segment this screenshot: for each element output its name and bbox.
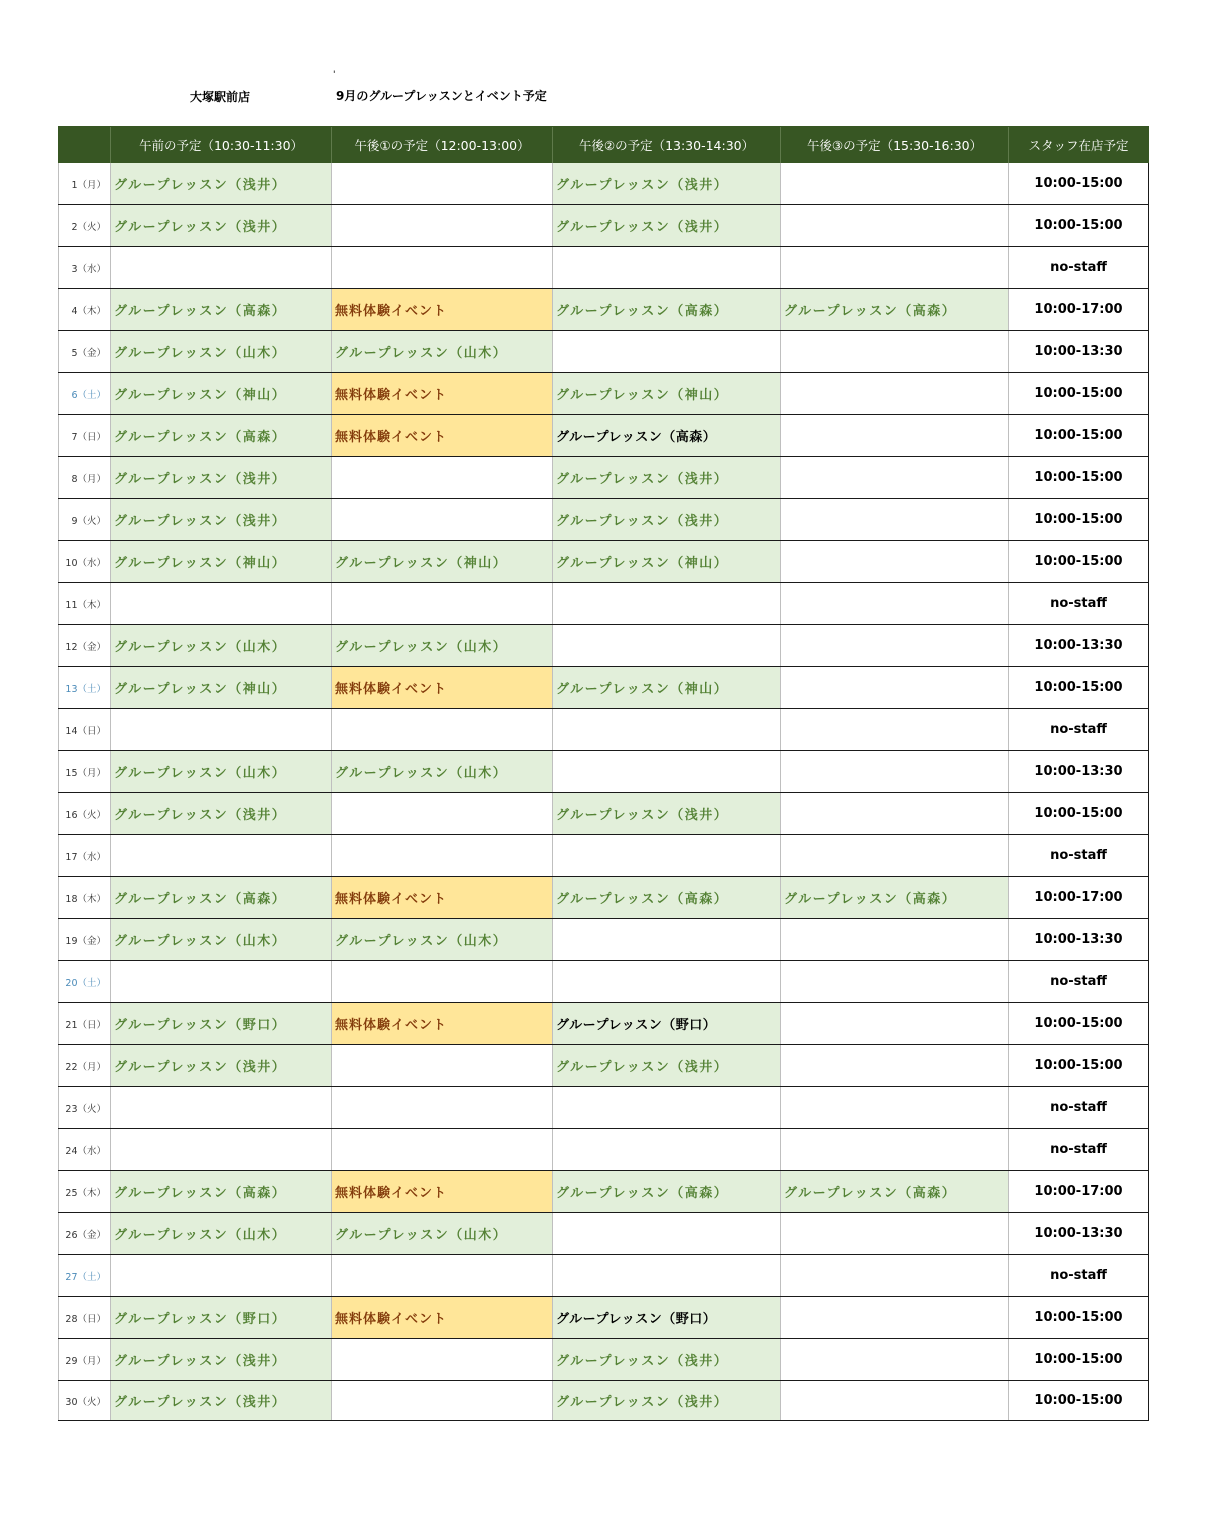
slot-afternoon-1 [332, 1087, 553, 1129]
slot-afternoon-2: グループレッスン（浅井） [553, 1381, 781, 1421]
slot-afternoon-1: グループレッスン（山木） [332, 331, 553, 373]
slot-afternoon-3 [781, 835, 1009, 877]
day-label: 26（金） [59, 1213, 111, 1255]
staff-hours: 10:00-15:00 [1009, 373, 1149, 415]
day-label: 28（日） [59, 1297, 111, 1339]
staff-hours: 10:00-15:00 [1009, 667, 1149, 709]
slot-morning: グループレッスン（浅井） [111, 205, 332, 247]
slot-afternoon-1 [332, 1381, 553, 1421]
day-label: 18（木） [59, 877, 111, 919]
slot-afternoon-1: グループレッスン（山木） [332, 1213, 553, 1255]
table-row [59, 373, 1149, 415]
table-row [59, 247, 1149, 289]
slot-afternoon-1 [332, 163, 553, 205]
staff-hours: no-staff [1009, 835, 1149, 877]
slot-afternoon-2: グループレッスン（浅井） [553, 1339, 781, 1381]
slot-morning [111, 709, 332, 751]
staff-hours: 10:00-17:00 [1009, 1171, 1149, 1213]
slot-morning [111, 1129, 332, 1171]
slot-afternoon-1: グループレッスン（山木） [332, 919, 553, 961]
slot-afternoon-2 [553, 709, 781, 751]
staff-hours: 10:00-15:00 [1009, 163, 1149, 205]
day-label: 15（月） [59, 751, 111, 793]
slot-afternoon-2 [553, 331, 781, 373]
staff-hours: no-staff [1009, 1255, 1149, 1297]
table-row [59, 163, 1149, 205]
slot-afternoon-3: グループレッスン（高森） [781, 289, 1009, 331]
staff-hours: 10:00-15:00 [1009, 205, 1149, 247]
header-day [59, 127, 111, 164]
slot-morning [111, 835, 332, 877]
slot-afternoon-1 [332, 205, 553, 247]
slot-afternoon-1: 無料体験イベント [332, 1297, 553, 1339]
table-row [59, 1339, 1149, 1381]
slot-afternoon-1 [332, 709, 553, 751]
staff-hours: no-staff [1009, 583, 1149, 625]
day-label: 12（金） [59, 625, 111, 667]
slot-afternoon-3: グループレッスン（高森） [781, 877, 1009, 919]
slot-morning: グループレッスン（神山） [111, 373, 332, 415]
day-label: 27（土） [59, 1255, 111, 1297]
staff-hours: no-staff [1009, 1087, 1149, 1129]
day-label: 29（月） [59, 1339, 111, 1381]
slot-afternoon-1: グループレッスン（神山） [332, 541, 553, 583]
slot-afternoon-2 [553, 1213, 781, 1255]
table-row [59, 457, 1149, 499]
slot-afternoon-3 [781, 1255, 1009, 1297]
slot-morning: グループレッスン（野口） [111, 1003, 332, 1045]
slot-afternoon-3 [781, 1045, 1009, 1087]
day-label: 20（土） [59, 961, 111, 1003]
slot-afternoon-2: グループレッスン（野口） [553, 1297, 781, 1339]
slot-afternoon-2 [553, 751, 781, 793]
day-label: 24（水） [59, 1129, 111, 1171]
slot-afternoon-3 [781, 1339, 1009, 1381]
table-row [59, 1297, 1149, 1339]
header-afternoon-2: 午後②の予定（13:30-14:30） [553, 127, 781, 164]
day-label: 6（土） [59, 373, 111, 415]
slot-afternoon-1: 無料体験イベント [332, 1003, 553, 1045]
slot-morning [111, 247, 332, 289]
slot-afternoon-2 [553, 1129, 781, 1171]
slot-afternoon-2 [553, 835, 781, 877]
day-label: 23（火） [59, 1087, 111, 1129]
day-label: 22（月） [59, 1045, 111, 1087]
slot-afternoon-1 [332, 1129, 553, 1171]
table-row [59, 1045, 1149, 1087]
slot-afternoon-2: グループレッスン（高森） [553, 289, 781, 331]
staff-hours: 10:00-17:00 [1009, 289, 1149, 331]
slot-afternoon-3 [781, 667, 1009, 709]
day-label: 7（日） [59, 415, 111, 457]
slot-morning [111, 1087, 332, 1129]
day-label: 16（火） [59, 793, 111, 835]
day-label: 17（水） [59, 835, 111, 877]
staff-hours: no-staff [1009, 709, 1149, 751]
slot-afternoon-3 [781, 625, 1009, 667]
slot-afternoon-3 [781, 247, 1009, 289]
slot-afternoon-3 [781, 709, 1009, 751]
slot-afternoon-2 [553, 625, 781, 667]
slot-afternoon-2: グループレッスン（神山） [553, 373, 781, 415]
table-row [59, 1171, 1149, 1213]
table-row [59, 793, 1149, 835]
staff-hours: 10:00-15:00 [1009, 457, 1149, 499]
staff-hours: no-staff [1009, 961, 1149, 1003]
slot-morning: グループレッスン（山木） [111, 625, 332, 667]
table-row [59, 499, 1149, 541]
slot-afternoon-2: グループレッスン（浅井） [553, 205, 781, 247]
slot-morning: グループレッスン（山木） [111, 919, 332, 961]
slot-afternoon-3 [781, 499, 1009, 541]
slot-afternoon-1: 無料体験イベント [332, 415, 553, 457]
slot-afternoon-2: グループレッスン（浅井） [553, 163, 781, 205]
store-name: 大塚駅前店 [190, 90, 251, 104]
slot-morning: グループレッスン（山木） [111, 1213, 332, 1255]
slot-afternoon-2: グループレッスン（神山） [553, 541, 781, 583]
slot-morning: グループレッスン（浅井） [111, 1045, 332, 1087]
table-row [59, 1381, 1149, 1421]
slot-afternoon-3 [781, 541, 1009, 583]
slot-morning: グループレッスン（野口） [111, 1297, 332, 1339]
slot-afternoon-3 [781, 751, 1009, 793]
slot-afternoon-2: グループレッスン（浅井） [553, 1045, 781, 1087]
staff-hours: 10:00-15:00 [1009, 1045, 1149, 1087]
table-row [59, 667, 1149, 709]
day-label: 8（月） [59, 457, 111, 499]
slot-afternoon-3 [781, 205, 1009, 247]
schedule-body [59, 163, 1149, 1421]
slot-afternoon-2 [553, 1255, 781, 1297]
header-afternoon-1: 午後①の予定（12:00-13:00） [332, 127, 553, 164]
header-row [59, 127, 1149, 164]
slot-morning: グループレッスン（浅井） [111, 1381, 332, 1421]
day-label: 14（日） [59, 709, 111, 751]
table-row [59, 583, 1149, 625]
staff-hours: 10:00-15:00 [1009, 793, 1149, 835]
table-row [59, 1087, 1149, 1129]
slot-afternoon-3: グループレッスン（高森） [781, 1171, 1009, 1213]
schedule-table [58, 126, 1149, 1421]
schedule-title: 9月のグループレッスンとイベント予定 [336, 89, 547, 103]
slot-afternoon-2: グループレッスン（高森） [553, 1171, 781, 1213]
schedule-header [59, 127, 1149, 164]
slot-afternoon-2 [553, 247, 781, 289]
slot-afternoon-1: 無料体験イベント [332, 373, 553, 415]
slot-afternoon-2 [553, 919, 781, 961]
slot-afternoon-1 [332, 499, 553, 541]
slot-afternoon-1: グループレッスン（山木） [332, 625, 553, 667]
day-label: 4（木） [59, 289, 111, 331]
staff-hours: no-staff [1009, 247, 1149, 289]
header-morning: 午前の予定（10:30-11:30） [111, 127, 332, 164]
slot-morning: グループレッスン（浅井） [111, 457, 332, 499]
slot-morning: グループレッスン（高森） [111, 1171, 332, 1213]
slot-afternoon-3 [781, 1087, 1009, 1129]
day-label: 3（水） [59, 247, 111, 289]
slot-afternoon-1: 無料体験イベント [332, 877, 553, 919]
slot-afternoon-3 [781, 415, 1009, 457]
staff-hours: no-staff [1009, 1129, 1149, 1171]
slot-afternoon-3 [781, 793, 1009, 835]
staff-hours: 10:00-15:00 [1009, 1297, 1149, 1339]
table-row [59, 961, 1149, 1003]
slot-afternoon-2 [553, 1087, 781, 1129]
slot-afternoon-2: グループレッスン（神山） [553, 667, 781, 709]
slot-afternoon-2: グループレッスン（高森） [553, 415, 781, 457]
slot-morning [111, 961, 332, 1003]
day-label: 2（火） [59, 205, 111, 247]
day-label: 25（木） [59, 1171, 111, 1213]
table-row [59, 835, 1149, 877]
header-staff: スタッフ在店予定 [1009, 127, 1149, 164]
slot-afternoon-1 [332, 583, 553, 625]
table-row [59, 1213, 1149, 1255]
slot-afternoon-2 [553, 583, 781, 625]
table-row [59, 331, 1149, 373]
slot-morning [111, 583, 332, 625]
day-label: 1（月） [59, 163, 111, 205]
staff-hours: 10:00-13:30 [1009, 1213, 1149, 1255]
table-row [59, 625, 1149, 667]
staff-hours: 10:00-15:00 [1009, 415, 1149, 457]
slot-afternoon-1 [332, 457, 553, 499]
staff-hours: 10:00-15:00 [1009, 1339, 1149, 1381]
slot-afternoon-3 [781, 373, 1009, 415]
staff-hours: 10:00-13:30 [1009, 625, 1149, 667]
slot-morning: グループレッスン（神山） [111, 667, 332, 709]
table-row [59, 289, 1149, 331]
day-label: 5（金） [59, 331, 111, 373]
cell-tick-mark: ' [333, 70, 336, 80]
slot-afternoon-1 [332, 1339, 553, 1381]
day-label: 13（土） [59, 667, 111, 709]
slot-afternoon-1 [332, 247, 553, 289]
slot-morning: グループレッスン（神山） [111, 541, 332, 583]
slot-afternoon-1 [332, 793, 553, 835]
slot-afternoon-1: 無料体験イベント [332, 289, 553, 331]
table-row [59, 751, 1149, 793]
staff-hours: 10:00-13:30 [1009, 751, 1149, 793]
slot-afternoon-1 [332, 1045, 553, 1087]
slot-afternoon-2: グループレッスン（浅井） [553, 499, 781, 541]
slot-morning: グループレッスン（高森） [111, 289, 332, 331]
table-row [59, 1129, 1149, 1171]
slot-afternoon-2 [553, 961, 781, 1003]
staff-hours: 10:00-13:30 [1009, 331, 1149, 373]
table-row [59, 1255, 1149, 1297]
day-label: 9（火） [59, 499, 111, 541]
slot-afternoon-3 [781, 583, 1009, 625]
day-label: 21（日） [59, 1003, 111, 1045]
day-label: 30（火） [59, 1381, 111, 1421]
table-row [59, 1003, 1149, 1045]
slot-afternoon-3 [781, 163, 1009, 205]
staff-hours: 10:00-15:00 [1009, 499, 1149, 541]
slot-afternoon-1 [332, 1255, 553, 1297]
slot-afternoon-3 [781, 1213, 1009, 1255]
slot-afternoon-1 [332, 961, 553, 1003]
slot-afternoon-3 [781, 1297, 1009, 1339]
slot-afternoon-3 [781, 919, 1009, 961]
slot-morning: グループレッスン（浅井） [111, 163, 332, 205]
slot-morning: グループレッスン（山木） [111, 751, 332, 793]
staff-hours: 10:00-17:00 [1009, 877, 1149, 919]
slot-afternoon-1: 無料体験イベント [332, 1171, 553, 1213]
table-row [59, 919, 1149, 961]
slot-morning: グループレッスン（高森） [111, 877, 332, 919]
table-row [59, 877, 1149, 919]
table-row [59, 205, 1149, 247]
day-label: 11（木） [59, 583, 111, 625]
staff-hours: 10:00-15:00 [1009, 1003, 1149, 1045]
day-label: 10（水） [59, 541, 111, 583]
slot-afternoon-3 [781, 331, 1009, 373]
table-row [59, 541, 1149, 583]
staff-hours: 10:00-15:00 [1009, 1381, 1149, 1421]
slot-morning: グループレッスン（山木） [111, 331, 332, 373]
slot-morning: グループレッスン（高森） [111, 415, 332, 457]
slot-afternoon-1 [332, 835, 553, 877]
slot-afternoon-3 [781, 1003, 1009, 1045]
slot-afternoon-3 [781, 961, 1009, 1003]
staff-hours: 10:00-15:00 [1009, 541, 1149, 583]
slot-afternoon-3 [781, 1129, 1009, 1171]
slot-afternoon-2: グループレッスン（浅井） [553, 793, 781, 835]
slot-afternoon-2: グループレッスン（野口） [553, 1003, 781, 1045]
slot-afternoon-3 [781, 1381, 1009, 1421]
day-label: 19（金） [59, 919, 111, 961]
header-afternoon-3: 午後③の予定（15:30-16:30） [781, 127, 1009, 164]
table-row [59, 415, 1149, 457]
slot-afternoon-1: 無料体験イベント [332, 667, 553, 709]
slot-morning: グループレッスン（浅井） [111, 499, 332, 541]
slot-afternoon-2: グループレッスン（浅井） [553, 457, 781, 499]
slot-afternoon-1: グループレッスン（山木） [332, 751, 553, 793]
staff-hours: 10:00-13:30 [1009, 919, 1149, 961]
slot-morning: グループレッスン（浅井） [111, 1339, 332, 1381]
table-row [59, 709, 1149, 751]
slot-afternoon-3 [781, 457, 1009, 499]
slot-afternoon-2: グループレッスン（高森） [553, 877, 781, 919]
slot-morning [111, 1255, 332, 1297]
slot-morning: グループレッスン（浅井） [111, 793, 332, 835]
